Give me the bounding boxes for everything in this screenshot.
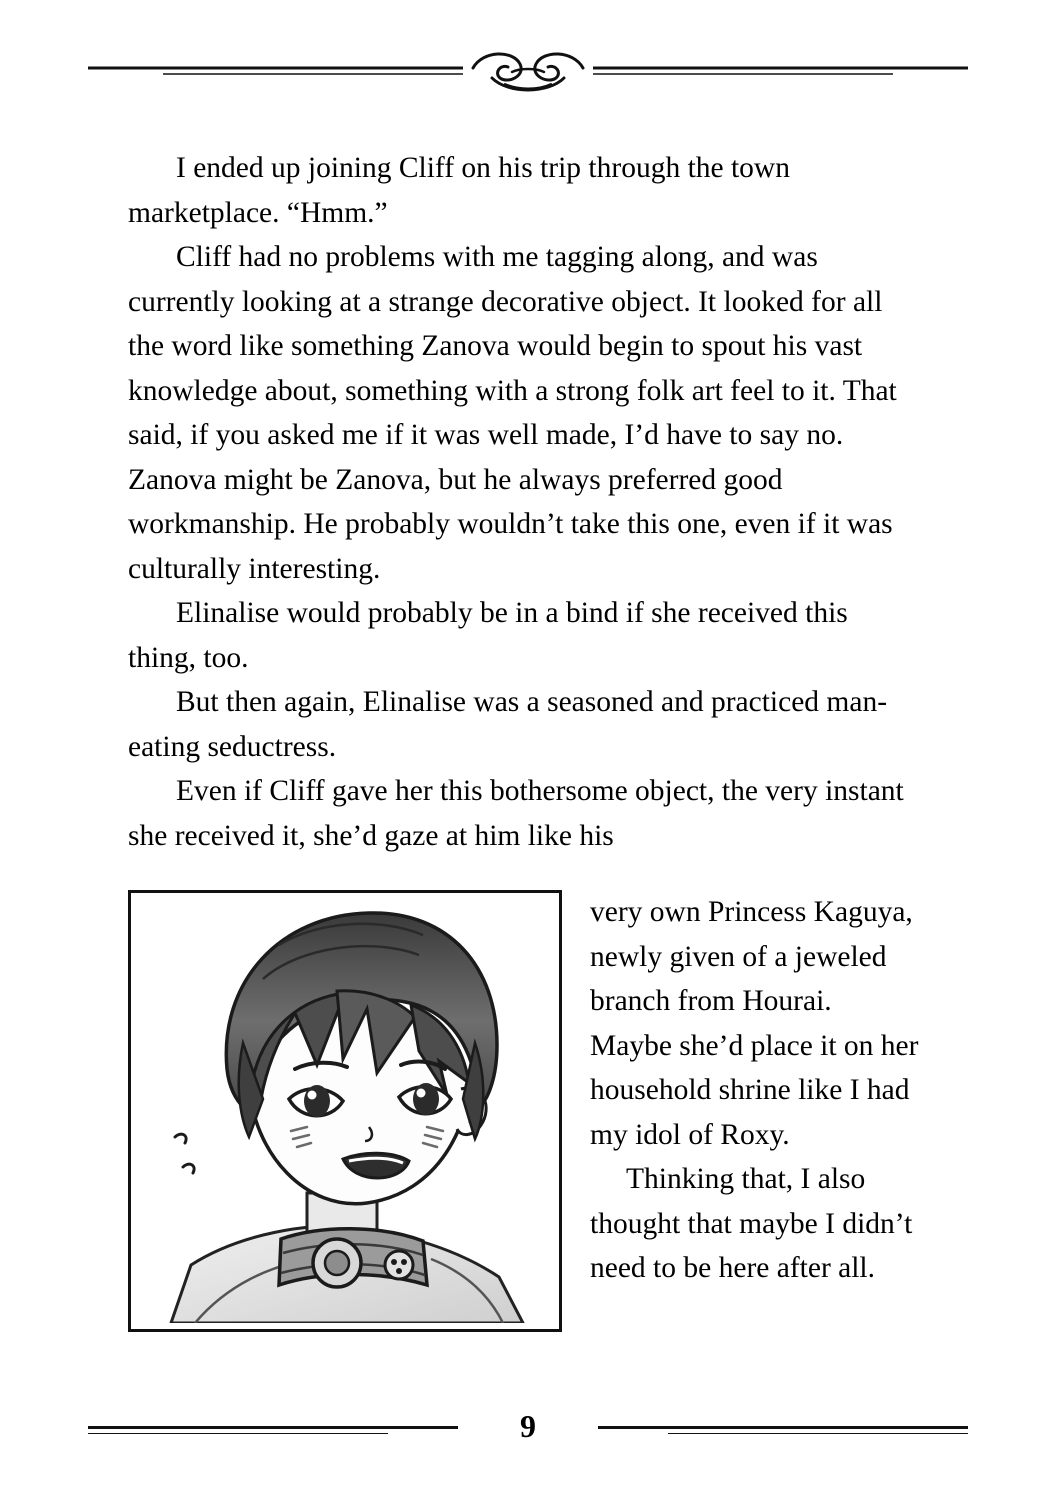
paragraph: I ended up joining Cliff on his trip through the town marketplace. “Hmm.” — [128, 152, 790, 229]
body-text — [128, 146, 920, 858]
paragraph: Cliff had no problems with me tagging along, and was currently looking at a strange decorative object. It looked for all the word like something Zanova would begin to spout his vast knowledge about, something with a strong folk art feel to it. That said, if you asked me if it was well made, I’d have to say no. Zanova might be Zanova, but he always preferred good workmanship. He probably wouldn’t take this one, even if it was culturally interesting. — [128, 241, 897, 585]
side-paragraph: very own Princess Kaguya, newly given of a jeweled branch from Hourai. Maybe she’d place it on her household shrine like I had my idol of Roxy. — [590, 896, 919, 1151]
paragraph: Even if Cliff gave her this bothersome object, the very instant she received it, she’d gaze at him like his — [128, 775, 904, 852]
manga-portrait-smiling-character — [131, 893, 553, 1323]
page-footer — [88, 1400, 968, 1460]
header-ornament — [88, 48, 968, 108]
page-number: 9 — [520, 1408, 536, 1444]
side-paragraph: Thinking that, I also thought that maybe I didn’t need to be here after all. — [590, 1163, 913, 1284]
paragraph: But then again, Elinalise was a seasoned and practiced man-eating seductress. — [128, 686, 888, 763]
paragraph: Elinalise would probably be in a bind if she received this thing, too. — [128, 597, 848, 674]
illustration-frame — [128, 890, 562, 1332]
illustration-wrap-block — [128, 890, 920, 1350]
side-column-text — [590, 890, 920, 1291]
